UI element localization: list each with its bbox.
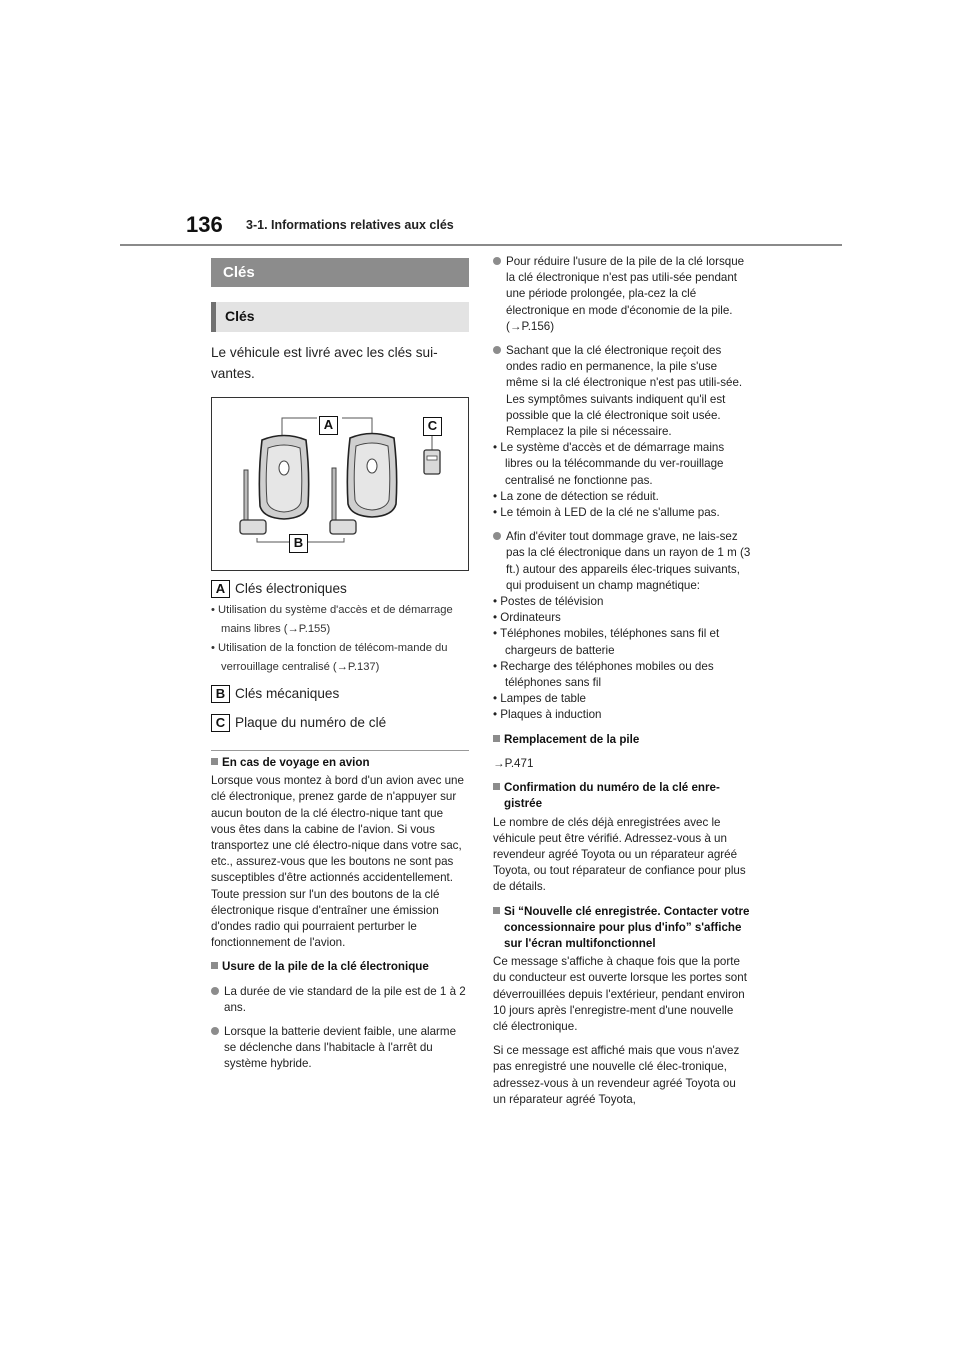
para-nouvelle-cle-2: Si ce message est affiché mais que vous n'avez pas enregistré une nouvelle clé élec-tronique, adressez-vous à un revendeur agréé Toyota ou un réparateur agréé Toyota, xyxy=(493,1044,740,1106)
para-confirmation: Le nombre de clés déjà enregistrées avec le véhicule peut être vérifié. Adressez-vous à un revendeur agréé Toyota ou un réparateur agréé Toyota, ou tout réparateur de confiance pour plus de détails. xyxy=(493,815,746,894)
legend-c-letter: C xyxy=(211,714,230,732)
symptom-1: • Le système d'accès et de démarrage mains libres ou la télécommande du ver-rouillage centralisé ne fonctionne pas. xyxy=(493,441,725,487)
heading-avion: En cas de voyage en avion xyxy=(211,755,469,771)
legend-b-letter: B xyxy=(211,685,230,703)
symptom-2: • La zone de détection se réduit. xyxy=(493,489,659,503)
dot-item-1: La durée de vie standard de la pile est de 1 à 2 ans. xyxy=(211,984,469,1016)
legend-b xyxy=(211,685,469,703)
dot-item-2: Lorsque la batterie devient faible, une alarme se déclenche dans l'habitacle à l'arrêt du système hybride. xyxy=(211,1024,469,1073)
device-3: • Téléphones mobiles, téléphones sans fil et chargeurs de batterie xyxy=(493,627,720,657)
legend-c-text: Plaque du numéro de clé xyxy=(235,715,387,730)
round-bullet-icon xyxy=(493,257,501,265)
round-bullet-icon xyxy=(493,346,501,354)
dot-item-5: Afin d'éviter tout dommage grave, ne lais-sez pas la clé électronique dans un rayon de 1 m (3 ft.) autour des appareils élec-triques suivants, qui produisent un champ magnétique: xyxy=(493,529,751,594)
heading-nouvelle-cle: Si “Nouvelle clé enregistrée. Contacter votre concessionnaire pour plus d'info” s'affiche sur l'écran multifonctionnel xyxy=(493,904,751,953)
ref-remplacement: →P.471 xyxy=(493,756,534,770)
round-bullet-icon xyxy=(493,532,501,540)
square-bullet-icon xyxy=(493,783,500,790)
square-bullet-icon xyxy=(493,907,500,914)
para-avion: Lorsque vous montez à bord d'un avion avec une clé électronique, prenez garde de n'appuyer sur aucun bouton de la clé électro-nique tant que vous êtes dans la cabine de l'avion. Si vous transportez une clé électro-nique dans votre sac, etc., assurez-vous que les boutons ne sont pas susceptibles d'être actionnés accidentellement. Toute pression sur l'un des boutons de la clé électronique risque d'entraîner une émission d'ondes radio qui pourraient perturber le fonctionnement de l'avion. xyxy=(211,774,464,950)
legend-a-bullet-1: • Utilisation du système d'accès et de démarrage mains libres (→P.155) xyxy=(211,604,453,635)
square-bullet-icon xyxy=(211,758,218,765)
legend-b-text: Clés mécaniques xyxy=(235,686,340,701)
device-4: • Recharge des téléphones mobiles ou des téléphones sans fil xyxy=(493,659,714,690)
figure-label-c: C xyxy=(423,417,442,436)
right-column xyxy=(493,254,751,1108)
header-rule xyxy=(120,244,842,246)
section-title: Clés xyxy=(211,258,469,287)
legend-a-letter: A xyxy=(211,580,230,598)
running-title: 3-1. Informations relatives aux clés xyxy=(246,218,454,232)
device-1: • Postes de télévision xyxy=(493,595,604,609)
device-5: • Lampes de table xyxy=(493,692,587,706)
heading-usure: Usure de la pile de la clé électronique xyxy=(211,959,469,975)
intro-text: Le véhicule est livré avec les clés sui-vantes. xyxy=(211,345,438,381)
legend-a xyxy=(211,580,469,598)
square-bullet-icon xyxy=(493,735,500,742)
figure-label-a: A xyxy=(319,416,338,435)
heading-remplacement: Remplacement de la pile xyxy=(493,732,751,748)
subsection-title: Clés xyxy=(211,302,469,332)
dot-item-3: Pour réduire l'usure de la pile de la clé lorsque la clé électronique n'est pas utili-sée pendant une période prolongée, pla-cez la clé électronique en mode d'économie de la pile. (→P.156) xyxy=(493,254,751,335)
heading-confirmation: Confirmation du numéro de la clé enre-gistrée xyxy=(493,780,751,812)
square-bullet-icon xyxy=(211,962,218,969)
dot-item-4: Sachant que la clé électronique reçoit des ondes radio en permanence, la pile s'use même si la clé électronique n'est pas utili-sée. Les symptômes suivants indiquent qu'il est possible que la clé électronique soit usée. Remplacez la pile si nécessaire. xyxy=(493,343,751,440)
symptom-3: • Le témoin à LED de la clé ne s'allume pas. xyxy=(493,506,720,520)
keys-figure xyxy=(211,397,469,571)
legend-c xyxy=(211,714,469,732)
device-6: • Plaques à induction xyxy=(493,708,602,722)
legend-a-bullet-2: • Utilisation de la fonction de télécom-mande du verrouillage centralisé (→P.137) xyxy=(211,642,448,673)
round-bullet-icon xyxy=(211,987,219,995)
figure-label-b: B xyxy=(289,534,308,553)
legend-a-text: Clés électroniques xyxy=(235,581,347,596)
page-number: 136 xyxy=(186,212,223,237)
para-nouvelle-cle-1: Ce message s'affiche à chaque fois que la porte du conducteur est ouverte lorsque les portes sont déverrouillées depuis l'extérieur, pendant environ 10 jours après l'enregistre-ment d'une nouvelle clé électronique. xyxy=(493,955,747,1033)
left-column xyxy=(211,258,469,1073)
round-bullet-icon xyxy=(211,1027,219,1035)
device-2: • Ordinateurs xyxy=(493,611,561,625)
section-rule xyxy=(211,750,469,751)
